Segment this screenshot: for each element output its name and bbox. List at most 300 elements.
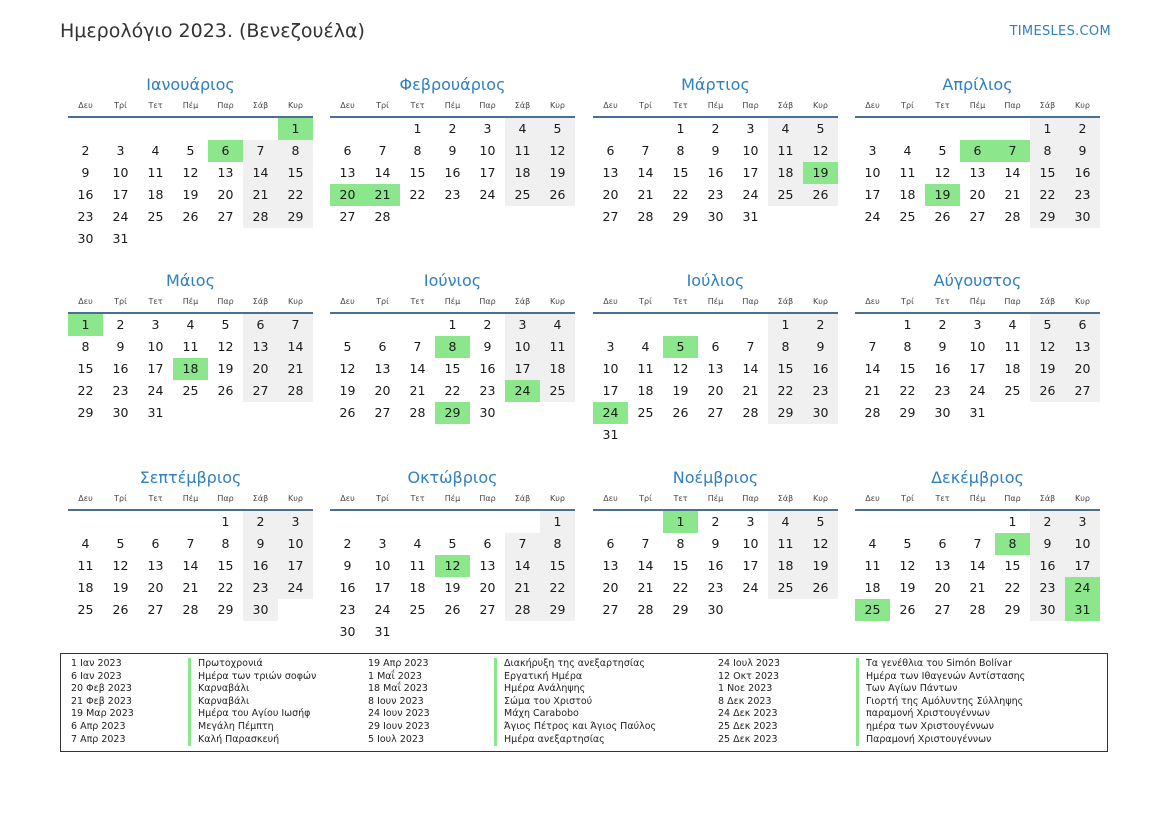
day: 29 [672,602,689,617]
day: 16 [707,558,724,573]
day: 24 [742,580,759,595]
holiday-name: Γιορτή της Αμόλυντης Σύλληψης [856,696,1023,709]
day: 4 [413,536,422,551]
empty-cell [68,511,103,533]
weekend-day: 10 [505,336,540,358]
empty-cell [890,511,925,533]
holiday-name: Μεγάλη Πέμπτη [188,721,274,734]
holiday-date: 5 Ιουλ 2023 [368,733,424,745]
weekend-day: 1 [768,314,803,336]
empty-cell [138,511,173,533]
day: 28 [637,602,654,617]
day: 6 [378,339,387,354]
day: 13 [934,558,951,573]
empty-cell [173,118,208,140]
day: 3 [746,121,755,136]
weekend-day: 29 [540,599,575,621]
day: 13 [969,165,986,180]
weekday-label: Παρ [1004,297,1021,306]
day: 17 [742,165,759,180]
weekend-day: 23 [1065,184,1100,206]
weekday-label: Τρί [901,297,914,306]
day: 16 [112,361,129,376]
empty-cell [593,314,628,336]
day: 10 [602,361,619,376]
empty-cell [593,118,628,140]
day: 6 [606,536,615,551]
empty-cell [733,424,768,446]
week-row [330,314,575,336]
weekend-day: 22 [768,380,803,402]
weekday-label: Δευ [340,494,355,503]
weekday-label: Σάβ [777,494,794,503]
week-row [330,402,575,424]
day: 26 [339,405,356,420]
holiday-name: Πρωτοχρονιά [188,658,263,671]
day: 11 [182,339,199,354]
empty-cell [628,424,663,446]
holiday-day: 24 [593,402,628,424]
empty-cell [470,206,505,228]
month-name: Μάρτιος [681,75,750,94]
holiday-list [60,653,1108,752]
day: 25 [899,209,916,224]
day: 2 [483,317,492,332]
empty-cell [330,511,365,533]
week-row [330,599,575,621]
day: 22 [77,383,94,398]
day: 10 [864,165,881,180]
empty-cell [995,402,1030,424]
empty-cell [243,228,278,250]
day: 9 [483,339,492,354]
weekend-day: 5 [1030,314,1065,336]
weekday-label: Σάβ [252,494,269,503]
day: 21 [182,580,199,595]
day: 7 [746,339,755,354]
weekday-label: Σάβ [1039,297,1056,306]
day: 31 [602,427,619,442]
empty-cell [768,599,803,621]
day: 19 [444,580,461,595]
weekend-day: 14 [278,336,313,358]
weekend-day: 2 [1030,511,1065,533]
day: 12 [339,361,356,376]
empty-cell [768,424,803,446]
weekday-label: Δευ [78,101,93,110]
day: 3 [868,143,877,158]
day: 2 [116,317,125,332]
day: 5 [938,143,947,158]
day: 23 [444,187,461,202]
holiday-name: Καρναβάλι [188,696,249,709]
empty-cell [540,402,575,424]
weekday-label: Τετ [148,297,163,306]
day: 27 [969,209,986,224]
day: 18 [409,580,426,595]
day: 16 [707,165,724,180]
day: 30 [707,602,724,617]
holiday-day: 1 [68,314,103,336]
day: 18 [1004,361,1021,376]
day: 5 [448,536,457,551]
empty-cell [803,599,838,621]
empty-cell [435,206,470,228]
day: 14 [1004,165,1021,180]
day: 8 [676,143,685,158]
week-row [593,533,838,555]
day: 24 [147,383,164,398]
holiday-date: 18 Μαΐ 2023 [368,683,428,695]
day: 13 [602,165,619,180]
weekday-header [68,296,313,314]
weekend-day: 27 [243,380,278,402]
day: 31 [742,209,759,224]
holiday-day: 31 [1065,599,1100,621]
day: 6 [483,536,492,551]
weekend-day: 15 [768,358,803,380]
weekday-label: Πέμ [969,101,986,110]
weekend-day: 25 [540,380,575,402]
empty-cell [505,206,540,228]
week-row [593,380,838,402]
weekend-day: 12 [540,140,575,162]
weekend-day: 15 [1030,162,1065,184]
weekday-label: Πέμ [707,494,724,503]
empty-cell [1030,402,1065,424]
week-row [68,228,313,250]
weekend-day: 4 [540,314,575,336]
day: 29 [1004,602,1021,617]
weekday-label: Σάβ [1039,494,1056,503]
holiday-name: Των Αγίων Πάντων [856,683,957,696]
day: 14 [742,361,759,376]
day: 26 [672,405,689,420]
holiday-name: Μάχη Carabobo [494,708,579,721]
weekend-day: 15 [540,555,575,577]
weekend-day: 11 [768,140,803,162]
day: 28 [374,209,391,224]
weekday-label: Πέμ [444,297,461,306]
day: 19 [672,383,689,398]
month-name: Νοέμβριος [672,468,759,487]
page-title: Ημερολόγιο 2023. (Βενεζουέλα) [60,20,365,42]
weekend-day: 23 [803,380,838,402]
weekday-label: Σάβ [252,297,269,306]
empty-cell [505,402,540,424]
day: 29 [217,602,234,617]
month-name: Δεκέμβριος [931,468,1024,487]
day: 9 [711,143,720,158]
weekday-label: Παρ [217,494,234,503]
day: 27 [479,602,496,617]
weekday-label: Σάβ [514,101,531,110]
day: 7 [186,536,195,551]
weekend-day: 6 [1065,314,1100,336]
week-row [855,162,1100,184]
month-block [330,271,575,424]
day: 5 [186,143,195,158]
weekend-day: 20 [243,358,278,380]
weekend-day: 17 [505,358,540,380]
day: 27 [217,209,234,224]
weekend-day: 25 [768,184,803,206]
empty-cell [960,118,995,140]
weekday-header [855,296,1100,314]
weekend-day: 28 [243,206,278,228]
week-row [330,140,575,162]
weekend-day: 3 [278,511,313,533]
holiday-name: Διακήρυξη της ανεξαρτησίας [494,658,645,671]
holiday-date: 1 Νοε 2023 [718,683,773,695]
weekend-day: 9 [1065,140,1100,162]
day: 14 [969,558,986,573]
holiday-date: 19 Μαρ 2023 [71,708,134,720]
holiday-day: 29 [435,402,470,424]
day: 10 [969,339,986,354]
day: 21 [409,383,426,398]
empty-cell [925,118,960,140]
weekend-day: 16 [803,358,838,380]
day: 21 [637,580,654,595]
day: 9 [938,339,947,354]
weekend-day: 19 [803,555,838,577]
weekend-day: 10 [1065,533,1100,555]
month-name: Απρίλιος [942,75,1013,94]
week-row [855,380,1100,402]
weekend-day: 22 [540,577,575,599]
weekday-header [593,100,838,118]
empty-cell [505,511,540,533]
day: 27 [147,602,164,617]
empty-cell [173,228,208,250]
weekend-day: 7 [243,140,278,162]
weekend-day: 10 [278,533,313,555]
week-row [855,533,1100,555]
day: 10 [742,536,759,551]
day: 22 [444,383,461,398]
holiday-date: 19 Απρ 2023 [368,658,429,669]
weekday-label: Σάβ [777,101,794,110]
week-row [593,314,838,336]
holiday-day: 19 [803,162,838,184]
month-name: Οκτώβριος [407,468,498,487]
holiday-day: 24 [1065,577,1100,599]
empty-cell [208,402,243,424]
day: 5 [343,339,352,354]
weekend-day: 18 [540,358,575,380]
weekend-day: 21 [278,358,313,380]
day: 27 [707,405,724,420]
day: 6 [711,339,720,354]
day: 16 [339,580,356,595]
day: 6 [151,536,160,551]
holiday-name: Σώμα του Χριστού [494,696,592,709]
weekday-label: Τετ [148,494,163,503]
week-row [855,402,1100,424]
weekday-label: Κυρ [813,297,828,306]
weekend-day: 30 [243,599,278,621]
weekend-day: 22 [278,184,313,206]
week-row [593,424,838,446]
day: 24 [112,209,129,224]
holiday-day: 8 [995,533,1030,555]
day: 30 [112,405,129,420]
weekday-label: Τρί [639,494,652,503]
day: 31 [147,405,164,420]
day: 21 [969,580,986,595]
weekend-day: 3 [505,314,540,336]
day: 24 [864,209,881,224]
weekend-day: 18 [505,162,540,184]
day: 30 [77,231,94,246]
weekend-day: 26 [803,184,838,206]
day: 23 [77,209,94,224]
weekday-label: Τρί [376,494,389,503]
week-row [330,577,575,599]
empty-cell [803,206,838,228]
day: 21 [864,383,881,398]
weekend-day: 25 [505,184,540,206]
weekday-label: Τετ [673,101,688,110]
month-block [855,75,1100,228]
empty-cell [278,599,313,621]
day: 12 [112,558,129,573]
day: 11 [899,165,916,180]
week-row [68,162,313,184]
month-block [68,271,313,424]
day: 15 [444,361,461,376]
weekday-label: Δευ [865,297,880,306]
weekday-label: Σάβ [777,297,794,306]
day: 21 [742,383,759,398]
week-row [330,358,575,380]
month-name: Σεπτέμβριος [139,468,242,487]
day: 21 [1004,187,1021,202]
site-link[interactable]: TIMESLES.COM [1009,24,1111,39]
empty-cell [173,402,208,424]
weekday-label: Κυρ [1075,494,1090,503]
day: 11 [77,558,94,573]
week-row [855,314,1100,336]
holiday-day: 7 [995,140,1030,162]
weekday-header [330,100,575,118]
weekend-day: 5 [803,118,838,140]
empty-cell [855,118,890,140]
empty-cell [365,118,400,140]
weekend-day: 22 [1030,184,1065,206]
holiday-day: 21 [365,184,400,206]
holiday-day: 5 [663,336,698,358]
day: 7 [413,339,422,354]
holiday-date: 7 Απρ 2023 [71,733,126,745]
weekday-label: Κυρ [288,297,303,306]
weekday-label: Τετ [410,494,425,503]
holiday-name: Ημέρα Ανάληψης [494,683,585,696]
weekend-day: 7 [505,533,540,555]
weekend-day: 11 [505,140,540,162]
weekday-label: Τετ [935,494,950,503]
week-row [330,184,575,206]
holiday-day: 8 [435,336,470,358]
weekend-day: 11 [540,336,575,358]
week-row [330,336,575,358]
day: 26 [934,209,951,224]
day: 11 [409,558,426,573]
month-block [330,75,575,228]
empty-cell [1065,402,1100,424]
week-row [855,206,1100,228]
day: 12 [217,339,234,354]
weekend-day: 2 [803,314,838,336]
week-row [330,162,575,184]
empty-cell [103,511,138,533]
empty-cell [890,118,925,140]
weekday-label: Σάβ [252,101,269,110]
weekday-label: Πέμ [182,494,199,503]
weekend-day: 28 [505,599,540,621]
weekday-label: Δευ [865,101,880,110]
day: 16 [934,361,951,376]
day: 25 [1004,383,1021,398]
empty-cell [400,206,435,228]
day: 7 [378,143,387,158]
week-row [593,184,838,206]
day: 3 [746,514,755,529]
weekday-label: Παρ [217,101,234,110]
holiday-date: 1 Μαΐ 2023 [368,670,422,682]
week-row [68,140,313,162]
day: 31 [969,405,986,420]
weekend-day: 21 [505,577,540,599]
week-row [330,380,575,402]
holiday-name: Τα γενέθλια του Simón Bolívar [856,658,1012,671]
weekday-label: Κυρ [813,101,828,110]
day: 27 [602,209,619,224]
weekend-day: 28 [278,380,313,402]
weekend-day: 12 [1030,336,1065,358]
weekday-label: Τρί [376,101,389,110]
holiday-day: 6 [960,140,995,162]
weekend-day: 16 [243,555,278,577]
day: 12 [182,165,199,180]
day: 20 [479,580,496,595]
week-row [68,533,313,555]
empty-cell [593,511,628,533]
day: 15 [1004,558,1021,573]
weekday-header [593,296,838,314]
weekend-day: 1 [1030,118,1065,140]
weekend-day: 4 [768,511,803,533]
weekday-label: Πέμ [969,297,986,306]
empty-cell [733,314,768,336]
day: 6 [343,143,352,158]
weekend-day: 13 [1065,336,1100,358]
weekday-label: Τετ [673,297,688,306]
day: 30 [707,209,724,224]
weekend-day: 29 [768,402,803,424]
week-row [593,358,838,380]
day: 7 [641,143,650,158]
weekend-day: 8 [768,336,803,358]
day: 10 [112,165,129,180]
week-row [330,206,575,228]
week-row [593,118,838,140]
week-row [593,577,838,599]
empty-cell [628,314,663,336]
week-row [68,184,313,206]
weekday-label: Παρ [1004,101,1021,110]
